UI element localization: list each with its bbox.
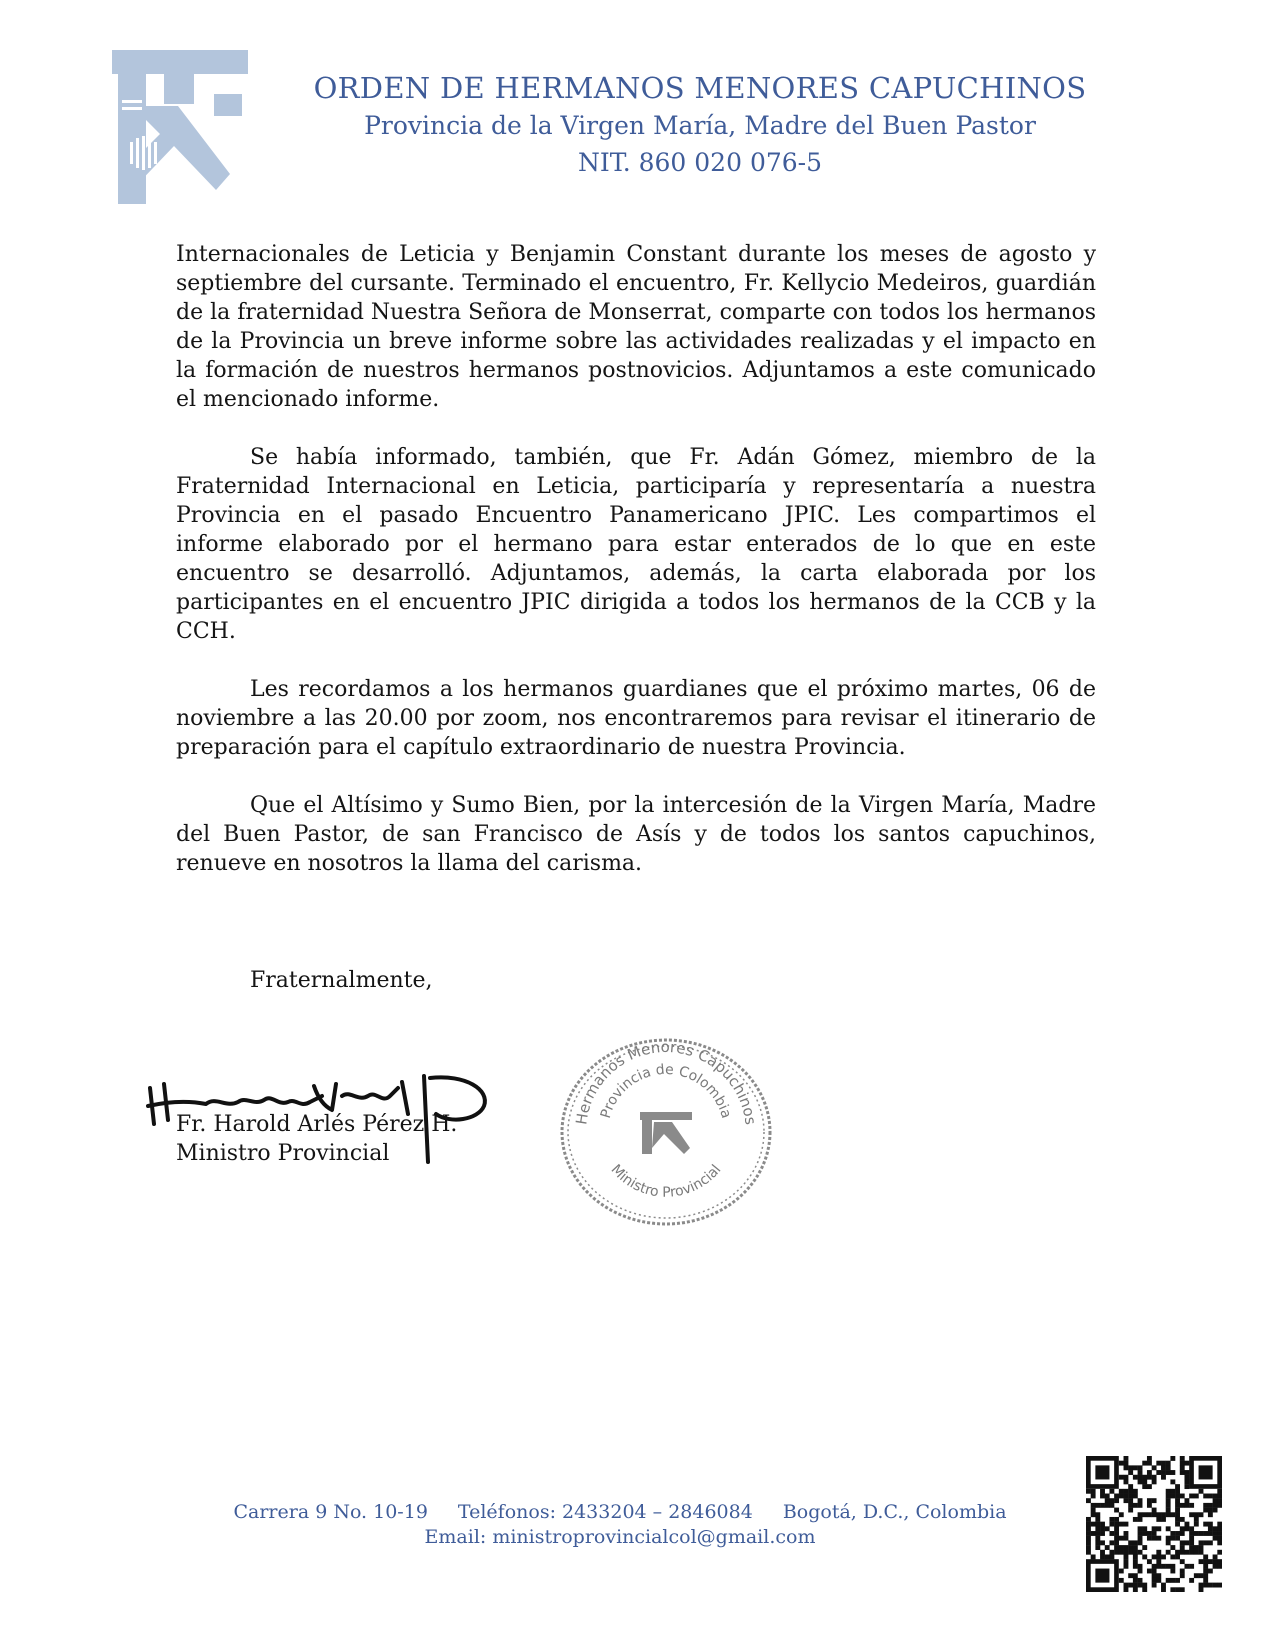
footer-phones: Teléfonos: 2433204 – 2846084 [457, 1501, 753, 1523]
seal-tau-icon [640, 1112, 692, 1154]
seal-middle-text: Provincia de Colombia [597, 1061, 735, 1121]
footer-email: Email: ministroprovincialcol@gmail.com [424, 1526, 816, 1548]
footer-contact-line [200, 1500, 1040, 1525]
paragraph-3: Les recordamos a los hermanos guardianes que el próximo martes, 06 de noviembre a las 20.00 por zoom, nos encontraremos para revisar el itinerario de preparación para el capítulo extraordinario de nuestra Provincia. [176, 677, 1096, 760]
closing-salutation: Fraternalmente, [250, 968, 433, 993]
letter-body [176, 240, 1096, 907]
paragraph-2: Se había informado, también, que Fr. Adán Gómez, miembro de la Fraternidad Internacional en Leticia, participaría y representaría a nuestra Provincia en el pasado Encuentro Panamericano JPIC. Les compartimos el informe elaborado por el hermano para estar enterados de lo que en este encuentro se desarrolló. Adjuntamos, además, la carta elaborada por los participantes en el encuentro JPIC dirigida a todos los hermanos de la CCB y la CCH. [176, 445, 1096, 644]
paragraph-4: Que el Altísimo y Sumo Bien, por la intercesión de la Virgen María, Madre del Buen Pastor, de san Francisco de Asís y de todos los santos capuchinos, renueve en nosotros la llama del carisma. [176, 793, 1096, 876]
tax-id: NIT. 860 020 076-5 [577, 148, 823, 177]
seal-top-text: Hermanos Menores Capuchinos [572, 1037, 760, 1126]
signer-title: Ministro Provincial [176, 1141, 390, 1166]
paragraph-1: Internacionales de Leticia y Benjamin Constant durante los meses de agosto y septiembre del cursante. Terminado el encuentro, Fr. Kellycio Medeiros, guardián de la fraternidad Nuestra Señora de Monserrat, comparte con todos los hermanos de la Provincia un breve informe sobre las actividades realizadas y el impacto en la formación de nuestros hermanos postnovicios. Adjuntamos a este comunicado el mencionado informe. [176, 242, 1096, 412]
province-name: Provincia de la Virgen María, Madre del Buen Pastor [364, 111, 1036, 140]
footer-city: Bogotá, D.C., Colombia [782, 1501, 1007, 1523]
official-seal [556, 1034, 776, 1230]
capuchin-tau-cross-icon [112, 50, 248, 206]
organization-name: ORDEN DE HERMANOS MENORES CAPUCHINOS [313, 71, 1087, 105]
seal-bottom-text: Ministro Provincial [607, 1161, 725, 1201]
page-footer [200, 1500, 1040, 1550]
signer-name: Fr. Harold Arlés Pérez H. [176, 1112, 458, 1137]
footer-address: Carrera 9 No. 10-19 [233, 1501, 428, 1523]
signer-block [176, 1110, 457, 1168]
letterhead [260, 70, 1140, 180]
qr-code-icon [1086, 1456, 1222, 1592]
